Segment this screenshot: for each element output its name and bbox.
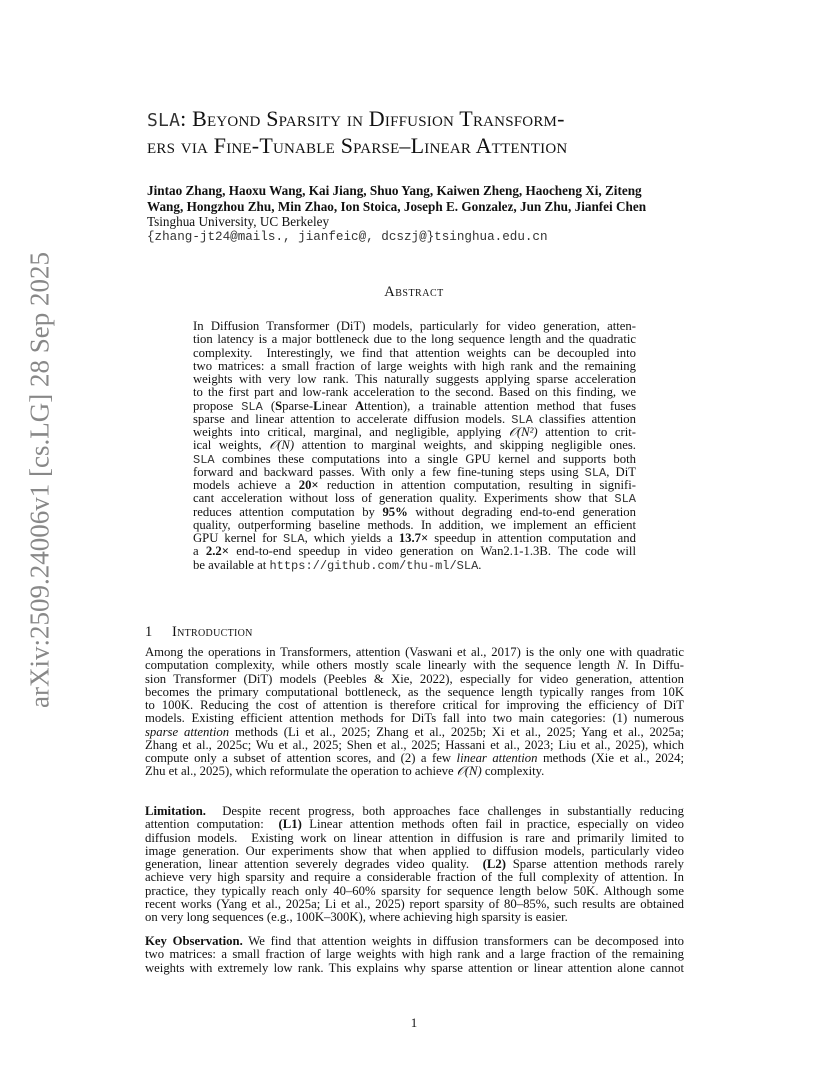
text-segment: N	[616, 658, 626, 673]
text-line	[193, 545, 636, 558]
text-segment: (L2)	[482, 857, 506, 871]
text-line	[145, 712, 684, 725]
text-line	[193, 532, 636, 545]
text-segment: 𝒪(N)	[456, 764, 482, 779]
text-line	[193, 347, 636, 360]
text-line	[145, 898, 684, 911]
text-segment: inear	[321, 398, 355, 413]
text-segment: . In Diffu-	[625, 658, 684, 673]
text-segment: diffusion models. Existing work on linear attention in diffusion is rare and primarily limited to	[145, 830, 684, 845]
text-segment: complexity.	[481, 764, 545, 779]
title-line-2: ers via Fine-Tunable Sparse–Linear Attention	[147, 133, 568, 158]
text-line	[193, 413, 636, 426]
text-segment: models achieve a	[193, 478, 299, 492]
text-line	[145, 659, 684, 672]
text-segment: achieve very high sparsity and require a considerable fraction of the full complexity of attention. In	[145, 870, 684, 885]
text-segment: We find that attention weights in diffusion transformers can be decomposed into	[242, 934, 684, 948]
text-segment: Sparse attention methods rarely	[505, 857, 685, 871]
text-segment: two matrices: a small fraction of large weights with high rank and the remaining	[193, 358, 636, 373]
text-segment: Key Observation.	[145, 934, 243, 948]
text-segment: 2.2×	[205, 544, 229, 559]
text-segment: to 100K. Reducing the cost of attention is therefore critical for improving the efficiency of DiT	[145, 698, 684, 712]
text-line	[193, 360, 636, 373]
text-segment: attention computation:	[145, 817, 279, 832]
text-segment: Zhang et al., 2025c; Wu et al., 2025; Shen et al., 2025; Hassani et al., 2023; Liu et al., 2025), which	[145, 737, 684, 752]
text-segment: (L1)	[278, 817, 302, 832]
text-segment: Limitation.	[145, 804, 206, 818]
text-segment: attention to marginal weights, and skipping negligible ones.	[294, 438, 636, 453]
authors-line-2: Wang, Hongzhou Zhu, Min Zhao, Ion Stoica, Joseph E. Gonzalez, Jun Zhu, Jianfei Chen	[147, 198, 647, 214]
text-line	[145, 885, 684, 898]
text-segment: (	[262, 398, 276, 413]
text-line	[145, 935, 684, 948]
text-segment: tion latency is a major bottleneck due to the long sequence length and the quadratic	[193, 332, 636, 347]
text-segment: sparse attention	[145, 724, 230, 739]
text-line	[193, 479, 636, 492]
text-segment: S	[275, 398, 283, 413]
text-line	[145, 871, 684, 884]
intro-paragraph-limitation	[145, 805, 684, 924]
text-segment: weights with extremely low rank. This explains why sparse attention or linear attention alone cannot	[145, 960, 684, 975]
intro-paragraph-1	[145, 646, 684, 779]
text-segment: linear attention	[456, 751, 538, 765]
text-segment: SLA	[241, 399, 263, 414]
paper-title	[147, 106, 687, 158]
title-sla: SLA	[147, 110, 181, 131]
text-segment: parse-	[282, 398, 314, 413]
text-line	[193, 386, 636, 399]
title-line-1	[147, 106, 687, 133]
text-segment: ical weights,	[193, 438, 270, 453]
text-segment: ttention), a trainable attention method that fuses	[364, 398, 637, 413]
text-segment: speedup in attention computation and	[428, 531, 636, 545]
text-segment: sion Transformer (DiT) models (Peebles & Xie, 2022), especially for video generation, attention	[145, 671, 684, 686]
text-segment: Zhu et al., 2025), which reformulate the operation to achieve	[145, 764, 457, 779]
text-segment: 13.7×	[398, 531, 429, 545]
text-segment: reduces attention computation by	[193, 504, 383, 519]
text-segment: two matrices: a small fraction of large weights with high rank and a large fraction of the remaining	[145, 947, 684, 962]
text-line	[145, 911, 684, 924]
text-segment: cant acceleration without loss of generation quality. Experiments show that	[193, 491, 615, 506]
text-segment: 95%	[382, 504, 408, 519]
arxiv-identifier-stamp: arXiv:2509.24006v1 [cs.LG] 28 Sep 2025	[24, 252, 55, 708]
text-segment: SLA	[282, 532, 305, 546]
text-segment: practice, they typically reach only 40–60% sparsity for sequence length below 50K. Although some	[145, 883, 684, 898]
author-emails: {zhang-jt24@mails., jianfeic@, dcszj@}tsinghua.edu.cn	[147, 230, 548, 244]
text-segment: be available at	[193, 557, 270, 572]
section-number: 1	[145, 624, 153, 640]
title-line-1-rest: : Beyond Sparsity in Diffusion Transform-	[180, 106, 565, 131]
text-segment: recent works (Yang et al., 2025a; Li et al., 2025) report sparsity of 80–85%, such results are obtained	[145, 896, 684, 911]
section-title: Introduction	[172, 624, 253, 640]
text-line	[193, 506, 636, 519]
section-heading-introduction	[145, 624, 253, 641]
text-segment: image generation. Our experiments show that when applied to diffusion models, particularly video	[145, 843, 684, 858]
text-segment: to the first part and low-rank acceleration to the second. Based on this finding, we	[193, 385, 636, 400]
text-line	[193, 333, 636, 346]
text-segment: , which yields a	[304, 531, 399, 545]
text-segment: a	[193, 544, 206, 559]
text-segment: without degrading end-to-end generation	[407, 504, 636, 519]
text-segment: combines these computations into a single GPU kernel and supports both	[214, 451, 636, 466]
page-number: 1	[410, 1015, 418, 1030]
text-segment: end-to-end speedup in video generation on Wan2.1-1.3B. The code will	[229, 544, 636, 559]
text-segment: propose	[193, 398, 242, 413]
text-line	[193, 439, 636, 452]
text-segment: 𝒪(N)	[269, 438, 295, 453]
authors-line-1: Jintao Zhang, Haoxu Wang, Kai Jiang, Shuo Yang, Kaiwen Zheng, Haocheng Xi, Ziteng	[147, 183, 642, 198]
intro-paragraph-key-observation	[145, 935, 684, 975]
code-link[interactable]: https://github.com/thu-ml/SLA	[269, 558, 479, 573]
text-line	[145, 752, 684, 765]
text-segment: L	[313, 398, 322, 413]
text-segment: compute only a subset of attention scores, and (2) a few	[145, 751, 457, 765]
text-line	[145, 818, 684, 831]
text-segment: Despite recent progress, both approaches face challenges in substantially reducing	[205, 804, 684, 818]
text-segment: 𝒪(N²)	[508, 425, 538, 439]
text-line	[193, 466, 636, 479]
text-line	[145, 686, 684, 699]
text-segment: weights with very low rank. This naturally suggests applying sparse acceleration	[193, 372, 636, 386]
text-segment: forward and backward passes. With only a few fine-tuning steps using	[193, 464, 585, 479]
text-segment: GPU kernel for	[193, 531, 283, 545]
text-line	[145, 805, 684, 818]
abstract-heading: Abstract	[384, 284, 444, 300]
text-segment: SLA	[193, 452, 215, 467]
text-segment: , DiT	[606, 464, 636, 479]
text-segment: Among the operations in Transformers, attention (Vaswani et al., 2017) is the only one with quadratic	[145, 645, 684, 659]
text-line	[145, 948, 684, 961]
text-segment: 20×	[298, 478, 319, 492]
text-segment: becomes the primary computational bottleneck, as the sequence length typically ranges from 10K	[145, 684, 684, 699]
text-line	[145, 832, 684, 845]
text-segment: methods (Xie et al., 2024;	[537, 751, 684, 765]
text-segment: In Diffusion Transformer (DiT) models, particularly for video generation, atten-	[193, 319, 636, 333]
text-line	[193, 373, 636, 386]
text-segment: Linear attention methods often fail in practice, especially on video	[301, 817, 684, 832]
text-segment: classifies attention	[532, 411, 636, 426]
text-segment: SLA	[584, 465, 607, 480]
text-segment: complexity. Interestingly, we find that attention weights can be decoupled into	[193, 345, 636, 360]
text-segment: SLA	[614, 492, 636, 507]
text-segment: computation complexity, while others mostly scale linearly with the sequence length	[145, 658, 617, 673]
text-segment: reduction in attention computation, resulting in signifi-	[318, 478, 636, 492]
text-line	[145, 858, 684, 871]
text-segment: A	[354, 398, 365, 413]
text-line	[145, 962, 684, 975]
text-line	[193, 519, 636, 532]
text-line	[145, 646, 684, 659]
text-segment: generation, linear attention severely degrades video quality.	[145, 857, 483, 871]
text-segment: attention to crit-	[537, 425, 636, 439]
text-segment: on very long sequences (e.g., 100K–300K), where achieving high sparsity is easier.	[145, 910, 568, 924]
text-segment: methods (Li et al., 2025; Zhang et al., 2025b; Xi et al., 2025; Yang et al., 2025a;	[229, 724, 684, 739]
abstract-body	[193, 320, 636, 572]
text-line	[145, 726, 684, 739]
text-line	[193, 400, 636, 413]
affiliation: Tsinghua University, UC Berkeley	[147, 214, 330, 229]
text-segment: SLA	[511, 412, 533, 427]
text-line	[193, 320, 636, 333]
text-line	[193, 426, 636, 439]
text-line	[145, 699, 684, 712]
text-segment: models. Existing efficient attention methods for DiTs fall into two main categories: (1) numerous	[145, 711, 684, 726]
text-line	[145, 765, 684, 778]
text-line	[193, 453, 636, 466]
text-line	[193, 492, 636, 505]
text-segment: .	[478, 557, 482, 572]
text-line	[145, 739, 684, 752]
text-segment: sparse and linear attention to accelerate diffusion models.	[193, 411, 512, 426]
text-line	[193, 559, 636, 572]
author-list	[147, 183, 692, 214]
text-line	[145, 673, 684, 686]
text-segment: weights into critical, marginal, and negligible, applying	[193, 425, 509, 439]
text-line	[145, 845, 684, 858]
text-segment: quality, outperforming baseline methods. In addition, we implement an efficient	[193, 517, 636, 532]
